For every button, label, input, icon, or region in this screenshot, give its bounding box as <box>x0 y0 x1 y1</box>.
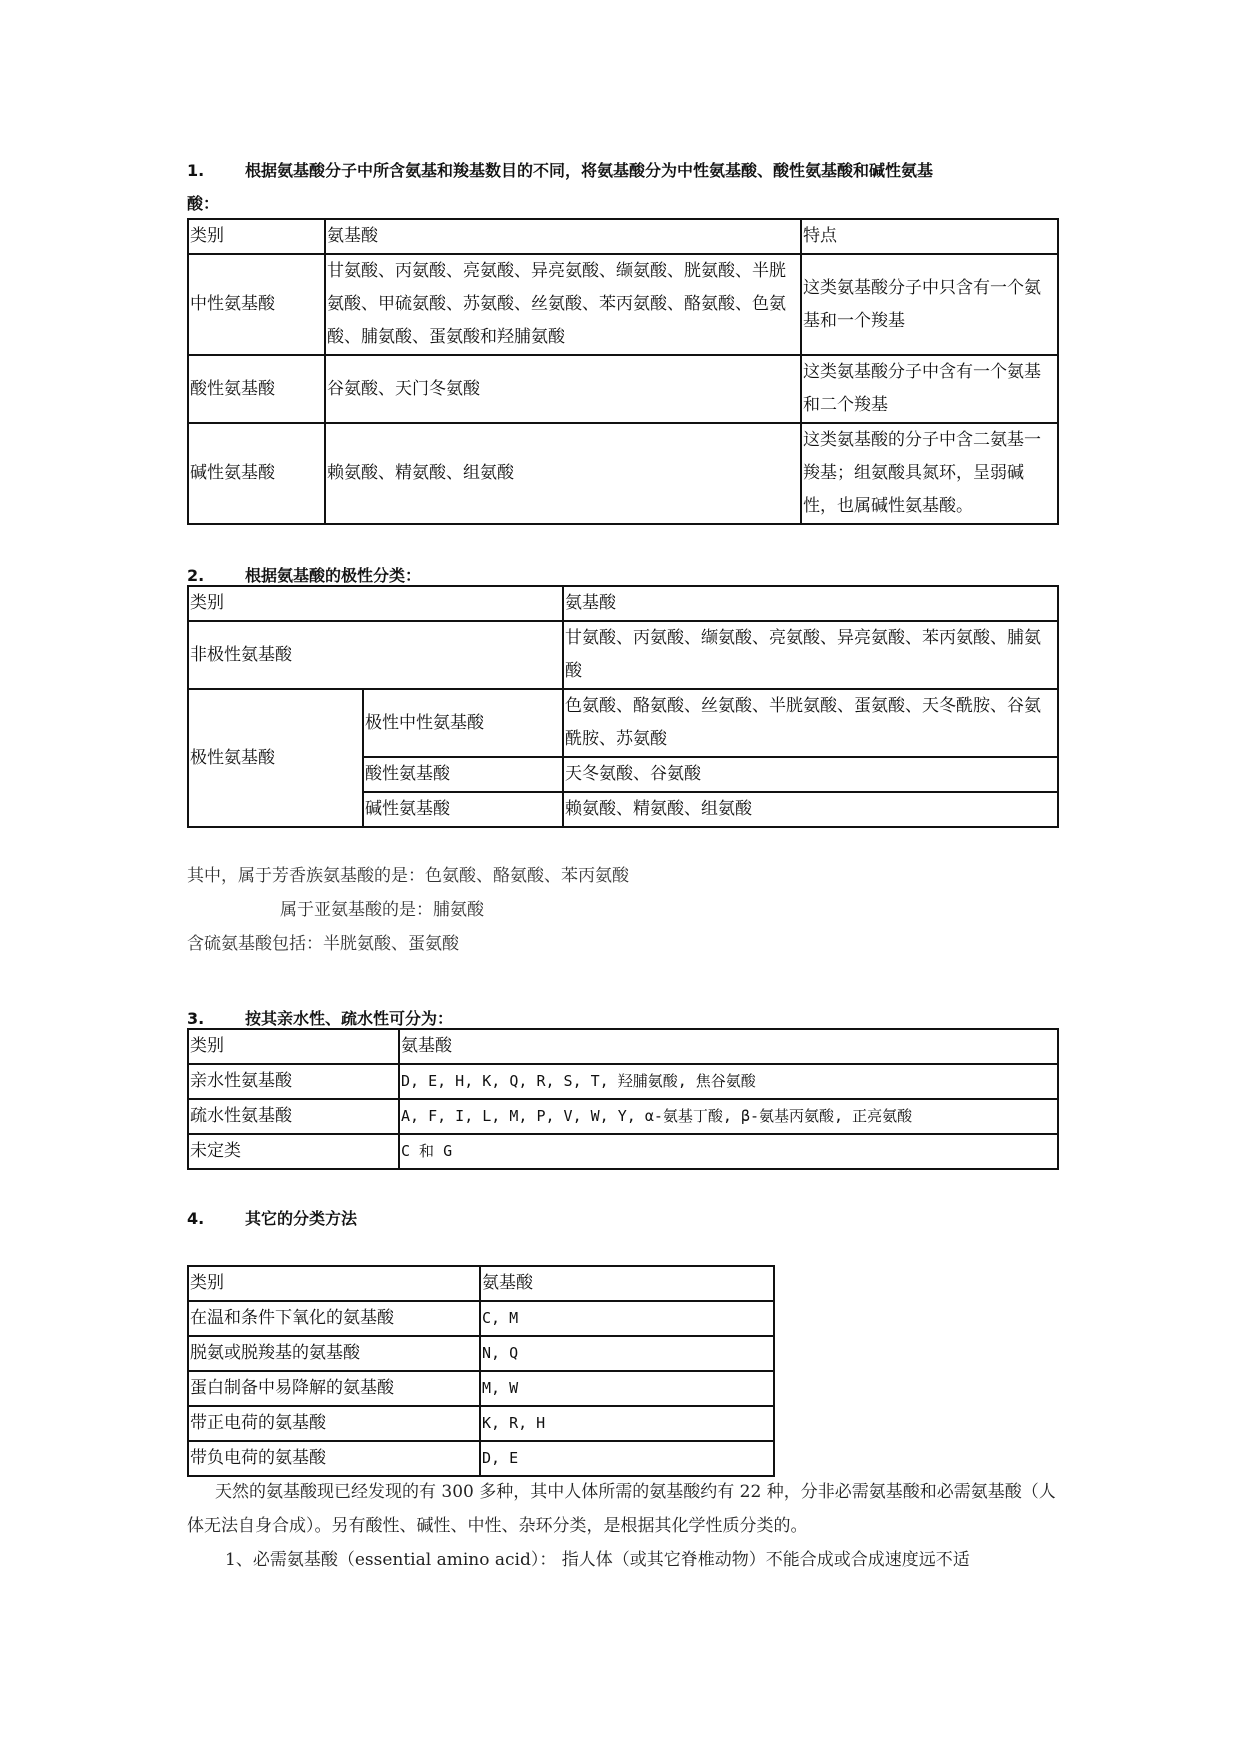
section4-table <box>187 1265 775 1477</box>
acids-cell: D, E, H, K, Q, R, S, T, 羟脯氨酸, 焦谷氨酸 <box>399 1064 1058 1099</box>
table-header-cell: 氨基酸 <box>480 1266 774 1301</box>
acids-cell: C, M <box>480 1301 774 1336</box>
category-cell: 碱性氨基酸 <box>188 423 325 524</box>
table-row <box>188 1134 1058 1169</box>
category-cell: 带负电荷的氨基酸 <box>188 1441 480 1476</box>
section4-number: 4. <box>187 1209 205 1228</box>
table-row <box>188 1064 1058 1099</box>
section3-title: 按其亲水性、疏水性可分为： <box>245 1009 454 1028</box>
table-header-row <box>188 219 1058 254</box>
table-header-cell: 特点 <box>801 219 1058 254</box>
feature-cell: 这类氨基酸的分子中含二氨基一羧基；组氨酸具氮环，呈弱碱性，也属碱性氨基酸。 <box>801 423 1058 524</box>
feature-cell: 这类氨基酸分子中含有一个氨基和二个羧基 <box>801 355 1058 423</box>
table-header-cell: 氨基酸 <box>399 1029 1058 1064</box>
table-header-cell: 类别 <box>188 1029 399 1064</box>
table-row <box>188 254 1058 355</box>
category-cell: 酸性氨基酸 <box>188 355 325 423</box>
acids-cell: K, R, H <box>480 1406 774 1441</box>
acids-cell: 色氨酸、酪氨酸、丝氨酸、半胱氨酸、蛋氨酸、天冬酰胺、谷氨酰胺、苏氨酸 <box>563 689 1058 757</box>
table-row <box>188 355 1058 423</box>
category-cell: 中性氨基酸 <box>188 254 325 355</box>
note-imino: 属于亚氨基酸的是：脯氨酸 <box>280 900 484 920</box>
table-row <box>188 1371 774 1406</box>
category-cell: 疏水性氨基酸 <box>188 1099 399 1134</box>
table-row <box>188 621 1058 689</box>
table-row <box>188 1099 1058 1134</box>
subcategory-cell: 极性中性氨基酸 <box>363 689 563 757</box>
subcategory-cell: 碱性氨基酸 <box>363 792 563 827</box>
table-header-cell: 氨基酸 <box>563 586 1058 621</box>
acids-cell: 谷氨酸、天门冬氨酸 <box>325 355 801 423</box>
acids-cell: D, E <box>480 1441 774 1476</box>
acids-cell: 甘氨酸、丙氨酸、亮氨酸、异亮氨酸、缬氨酸、胱氨酸、半胱氨酸、甲硫氨酸、苏氨酸、丝氨酸、苯丙氨酸、酪氨酸、色氨酸、脯氨酸、蛋氨酸和羟脯氨酸 <box>325 254 801 355</box>
acids-cell: 天冬氨酸、谷氨酸 <box>563 757 1058 792</box>
note-aromatic: 其中，属于芳香族氨基酸的是：色氨酸、酪氨酸、苯丙氨酸 <box>187 866 629 886</box>
table-header-row <box>188 1029 1058 1064</box>
table-header-cell: 氨基酸 <box>325 219 801 254</box>
section1-number: 1. <box>187 161 205 180</box>
section3-number: 3. <box>187 1009 205 1028</box>
acids-cell: 赖氨酸、精氨酸、组氨酸 <box>563 792 1058 827</box>
acids-cell: 甘氨酸、丙氨酸、缬氨酸、亮氨酸、异亮氨酸、苯丙氨酸、脯氨酸 <box>563 621 1058 689</box>
feature-cell: 这类氨基酸分子中只含有一个氨基和一个羧基 <box>801 254 1058 355</box>
category-cell: 带正电荷的氨基酸 <box>188 1406 480 1441</box>
section2-title: 根据氨基酸的极性分类： <box>245 566 422 585</box>
category-cell: 亲水性氨基酸 <box>188 1064 399 1099</box>
acids-cell: A, F, I, L, M, P, V, W, Y, α-氨基丁酸, β-氨基丙氨酸, 正亮氨酸 <box>399 1099 1058 1134</box>
table-row <box>188 1336 774 1371</box>
section2-table <box>187 585 1059 828</box>
table-row <box>188 1301 774 1336</box>
subcategory-cell: 酸性氨基酸 <box>363 757 563 792</box>
acids-cell: C 和 G <box>399 1134 1058 1169</box>
table-header-cell: 类别 <box>188 219 325 254</box>
category-cell: 极性氨基酸 <box>188 689 363 827</box>
section1-title-line1: 根据氨基酸分子中所含氨基和羧基数目的不同，将氨基酸分为中性氨基酸、酸性氨基酸和碱性氨基 <box>245 161 934 180</box>
acids-cell: M, W <box>480 1371 774 1406</box>
section1-table <box>187 218 1059 525</box>
table-row <box>188 689 1058 757</box>
table-row <box>188 1406 774 1441</box>
section1-heading <box>187 154 1057 220</box>
note-sulfur: 含硫氨基酸包括：半胱氨酸、蛋氨酸 <box>187 934 459 954</box>
acids-cell: N, Q <box>480 1336 774 1371</box>
category-cell: 未定类 <box>188 1134 399 1169</box>
section4-title: 其它的分类方法 <box>245 1209 358 1228</box>
body-paragraph: 1、必需氨基酸（essential amino acid）： 指人体（或其它脊椎动物）不能合成或合成速度远不适 <box>225 1550 970 1570</box>
section4-heading <box>187 1202 1057 1235</box>
category-cell: 非极性氨基酸 <box>188 621 563 689</box>
acids-cell: 赖氨酸、精氨酸、组氨酸 <box>325 423 801 524</box>
body-paragraph: 天然的氨基酸现已经发现的有 300 多种，其中人体所需的氨基酸约有 22 种，分非必需氨基酸和必需氨基酸（人体无法自身合成）。另有酸性、碱性、中性、杂环分类，是根据其化学性质分类的。 <box>187 1482 1056 1536</box>
section1-title-line2: 酸： <box>187 194 220 213</box>
table-row <box>188 423 1058 524</box>
table-header-row <box>188 586 1058 621</box>
category-cell: 蛋白制备中易降解的氨基酸 <box>188 1371 480 1406</box>
category-cell: 脱氨或脱羧基的氨基酸 <box>188 1336 480 1371</box>
table-row <box>188 1441 774 1476</box>
table-header-row <box>188 1266 774 1301</box>
category-cell: 在温和条件下氧化的氨基酸 <box>188 1301 480 1336</box>
section2-number: 2. <box>187 566 205 585</box>
table-header-cell: 类别 <box>188 1266 480 1301</box>
table-header-cell: 类别 <box>188 586 563 621</box>
section3-table <box>187 1028 1059 1170</box>
